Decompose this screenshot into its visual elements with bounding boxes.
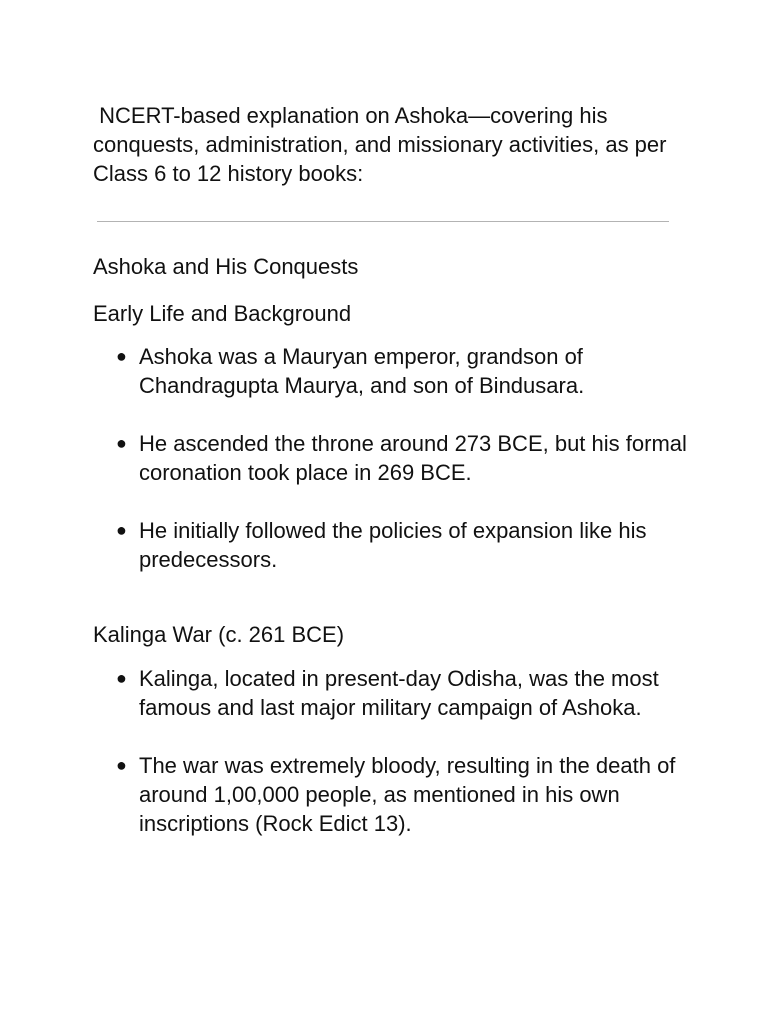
horizontal-divider xyxy=(97,221,669,222)
list-item xyxy=(93,429,693,487)
list-item xyxy=(93,342,693,400)
list-item-text: He ascended the throne around 273 BCE, but his formal coronation took place in 269 BCE. xyxy=(139,431,687,485)
kalinga-list xyxy=(93,664,693,838)
list-item xyxy=(93,664,693,722)
list-item xyxy=(93,516,693,574)
early-life-list xyxy=(93,342,693,574)
list-item-text: He initially followed the policies of expansion like his predecessors. xyxy=(139,518,647,572)
intro-paragraph: NCERT-based explanation on Ashoka—covering his conquests, administration, and missionary activities, as per Class 6 to 12 history books: xyxy=(93,103,673,186)
kalinga-heading: Kalinga War (c. 261 BCE) xyxy=(93,622,345,647)
early-life-heading: Early Life and Background xyxy=(93,301,352,326)
bullet-icon: ● xyxy=(116,433,127,453)
bullet-icon: ● xyxy=(116,346,127,366)
list-item-text: Kalinga, located in present-day Odisha, was the most famous and last major military campaign of Ashoka. xyxy=(139,666,659,720)
section-title: Ashoka and His Conquests xyxy=(93,254,359,279)
list-item xyxy=(93,751,693,838)
bullet-icon: ● xyxy=(116,755,127,775)
bullet-icon: ● xyxy=(116,520,127,540)
list-item-text: Ashoka was a Mauryan emperor, grandson of Chandragupta Maurya, and son of Bindusara. xyxy=(139,344,585,398)
list-item-text: The war was extremely bloody, resulting in the death of around 1,00,000 people, as mentioned in his own inscriptions (Rock Edict 13). xyxy=(139,753,676,836)
bullet-icon: ● xyxy=(116,668,127,688)
